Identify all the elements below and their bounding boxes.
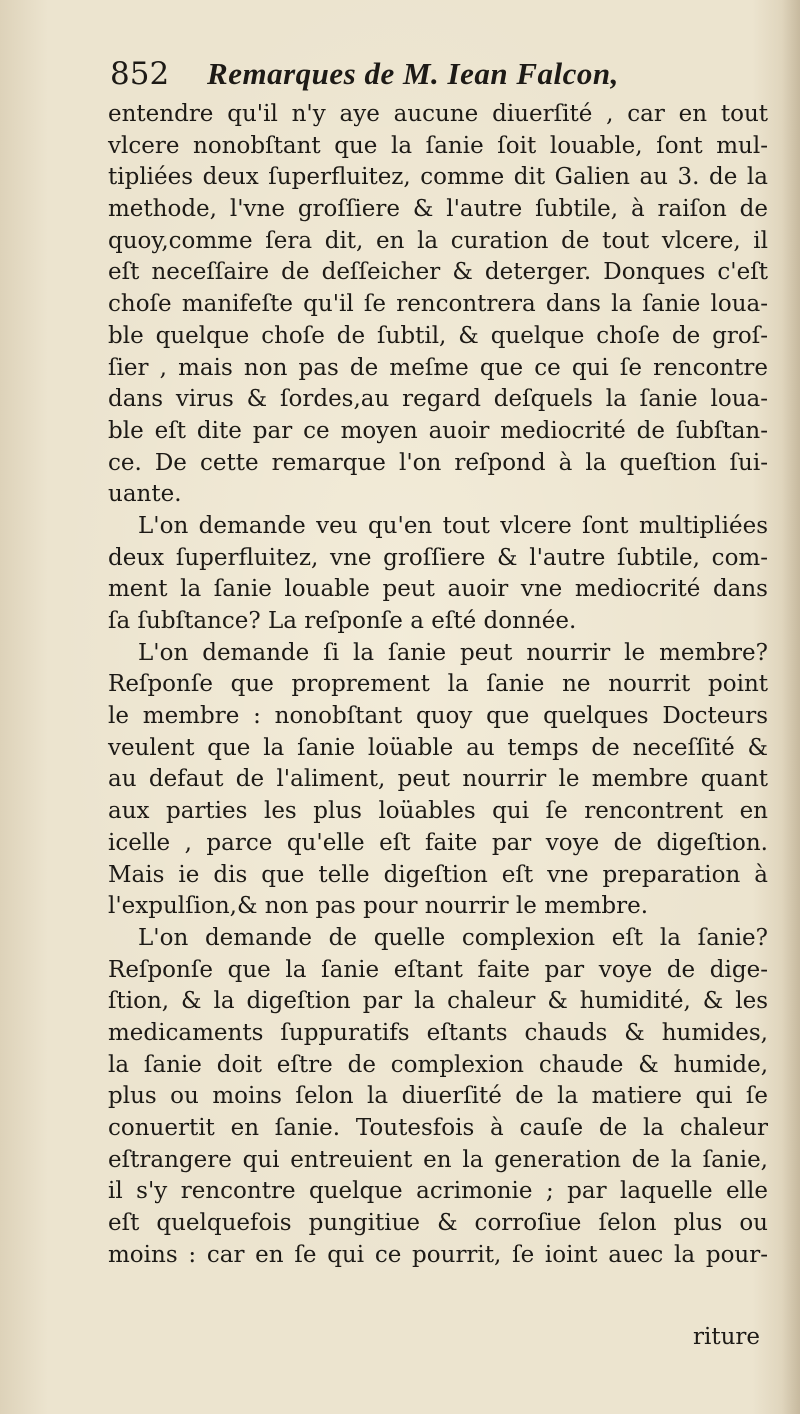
text-line: deux ſuperfluitez, vne groſſiere & l'autre ſubtile, com- <box>108 544 768 571</box>
page-header <box>110 54 710 94</box>
text-line: uante. <box>108 481 182 508</box>
text-line: moins : car en ſe qui ce pourrit, ſe ioint auec la pour- <box>108 1241 768 1268</box>
text-line: ce. De cette remarque l'on reſpond à la queſtion ſui- <box>108 449 768 476</box>
text-line: eſt quelquefois pungitiue & corroſiue ſelon plus ou <box>108 1210 768 1237</box>
text-line: L'on demande ſi la ſanie peut nourrir le membre? <box>138 639 768 666</box>
catchword: riture <box>692 1324 760 1350</box>
text-line: eſt neceſſaire de deſſeicher & deterger. Donques c'eſt <box>108 259 768 286</box>
text-line: choſe manifeſte qu'il ſe rencontrera dans la ſanie loua- <box>108 291 768 318</box>
text-line: ſa ſubſtance? La reſponſe a eſté donnée. <box>108 608 577 634</box>
page-number: 852 <box>110 56 170 92</box>
text-line: icelle , parce qu'elle eſt faite par voye de digeſtion. <box>108 829 768 856</box>
text-line: ſtion, & la digeſtion par la chaleur & humidité, & les <box>108 988 768 1015</box>
text-line: dans virus & ſordes,au regard deſquels la ſanie loua- <box>108 386 768 413</box>
text-line: plus ou moins ſelon la diuerſité de la matiere qui ſe <box>108 1083 768 1110</box>
text-line: tipliées deux ſuperfluitez, comme dit Galien au 3. de la <box>108 164 768 191</box>
text-line: L'on demande de quelle complexion eſt la ſanie? <box>138 924 768 951</box>
text-line: le membre : nonobſtant quoy que quelques Docteurs <box>108 703 768 730</box>
text-line: Mais ie dis que telle digeſtion eſt vne preparation à <box>108 861 768 888</box>
text-line: vlcere nonobſtant que la ſanie ſoit louable, ſont mul- <box>108 132 768 159</box>
page-edge-shadow <box>782 0 800 1414</box>
text-line: Reſponſe que la ſanie eſtant faite par voye de dige- <box>108 956 768 983</box>
text-line: conuertit en ſanie. Toutesfois à cauſe de la chaleur <box>108 1115 768 1141</box>
text-line: ment la ſanie louable peut auoir vne mediocrité dans <box>108 576 768 603</box>
text-line: medicaments ſuppuratifs eſtants chauds & humides, <box>108 1019 768 1046</box>
text-line: Reſponſe que proprement la ſanie ne nourrit point <box>108 671 768 698</box>
text-line: ſier , mais non pas de meſme que ce qui ſe rencontre <box>108 354 768 381</box>
running-title: Remarques de M. Iean Falcon, <box>207 56 619 91</box>
text-line: la ſanie doit eſtre de complexion chaude & humide, <box>108 1051 768 1078</box>
text-line: l'expulſion,& non pas pour nourrir le membre. <box>108 893 649 920</box>
text-line: ble eſt dite par ce moyen auoir mediocrité de ſubſtan- <box>108 417 768 444</box>
text-line: entendre qu'il n'y aye aucune diuerſité , car en tout <box>108 101 768 127</box>
text-line: ble quelque choſe de ſubtil, & quelque choſe de groſ- <box>108 322 768 349</box>
text-line: il s'y rencontre quelque acrimonie ; par laquelle elle <box>108 1178 768 1205</box>
text-line: quoy,comme ſera dit, en la curation de tout vlcere, il <box>108 227 768 254</box>
body-text <box>108 99 768 1271</box>
text-line: veulent que la ſanie loüable au temps de neceſſité & <box>108 734 768 761</box>
text-line: au defaut de l'aliment, peut nourrir le membre quant <box>108 766 768 793</box>
text-line: aux parties les plus loüables qui ſe rencontrent en <box>108 798 768 825</box>
text-line: L'on demande veu qu'en tout vlcere ſont multipliées <box>138 512 768 539</box>
text-line: methode, l'vne groſſiere & l'autre ſubtile, à raiſon de <box>108 196 768 223</box>
text-line: eſtrangere qui entreuient en la generation de la ſanie, <box>108 1146 768 1173</box>
